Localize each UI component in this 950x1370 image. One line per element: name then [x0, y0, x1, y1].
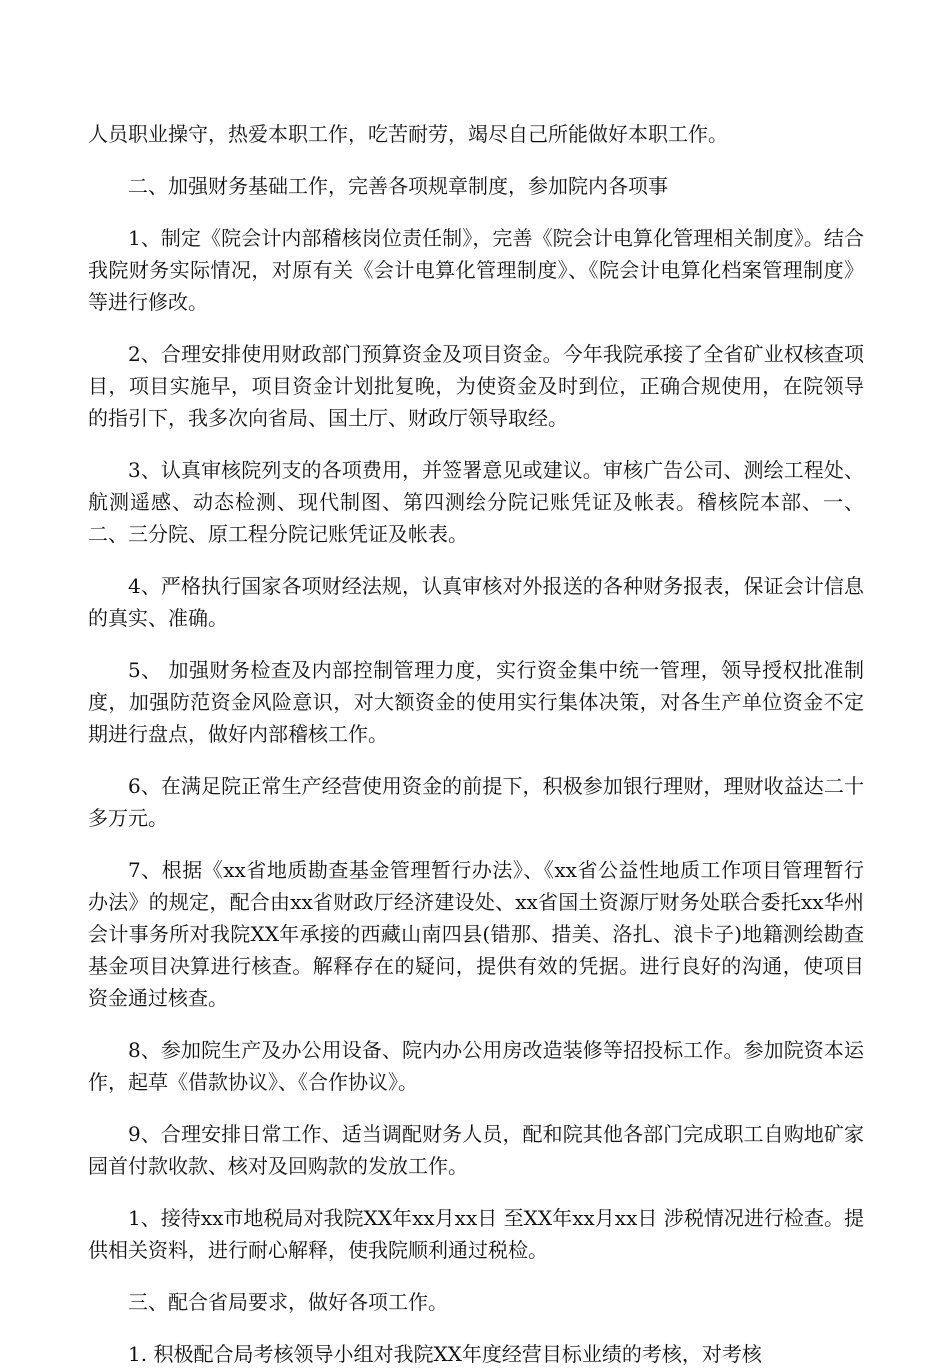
paragraph-item-6: 6、在满足院正常生产经营使用资金的前提下，积极参加银行理财，理财收益达二十多万元。: [88, 774, 864, 830]
paragraph-item-2: 2、合理安排使用财政部门预算资金及项目资金。今年我院承接了全省矿业权核查项目，项目实施早，项目资金计划批复晚，为使资金及时到位，正确合规使用，在院领导的指引下，我多次向省局、国土厅、财政厅领导取经。: [88, 342, 864, 430]
paragraph-item-9: 9、合理安排日常工作、适当调配财务人员，配和院其他各部门完成职工自购地矿家园首付款收款、核对及回购款的发放工作。: [88, 1122, 864, 1178]
paragraph-item-8: 8、参加院生产及办公用设备、院内办公用房改造装修等招投标工作。参加院资本运作，起草《借款协议》、《合作协议》。: [88, 1038, 864, 1094]
paragraph-section3-item-1: 1. 积极配合局考核领导小组对我院XX年度经营目标业绩的考核，对考核: [128, 1342, 762, 1366]
paragraph-item-1: 1、制定《院会计内部稽核岗位责任制》，完善《院会计电算化管理相关制度》。结合我院财务实际情况，对原有关《会计电算化管理制度》、《院会计电算化档案管理制度》等进行修改。: [88, 226, 864, 314]
paragraph-item-7: 7、根据《xx省地质勘查基金管理暂行办法》、《xx省公益性地质工作项目管理暂行办法》的规定，配合由xx省财政厅经济建设处、xx省国土资源厅财务处联合委托xx华州会计事务所对我院XX年承接的西藏山南四县(错那、措美、洛扎、浪卡子)地籍测绘勘查基金项目决算进行核查。解释存在的疑问，提供有效的凭据。进行良好的沟通，使项目资金通过核查。: [88, 858, 864, 1010]
paragraph-item-4: 4、严格执行国家各项财经法规，认真审核对外报送的各种财务报表，保证会计信息的真实、准确。: [88, 574, 864, 630]
paragraph-item-5: 5、 加强财务检查及内部控制管理力度，实行资金集中统一管理，领导授权批准制度，加强防范资金风险意识，对大额资金的使用实行集体决策，对各生产单位资金不定期进行盘点，做好内部稽核工作。: [88, 658, 864, 746]
paragraph-tax-item-1: 1、接待xx市地税局对我院XX年xx月xx日 至XX年xx月xx日 涉税情况进行检查。提供相关资料，进行耐心解释，使我院顺利通过税检。: [88, 1206, 864, 1262]
section-heading-2: 二、加强财务基础工作，完善各项规章制度，参加院内各项事: [128, 174, 668, 198]
paragraph-item-3: 3、认真审核院列支的各项费用，并签署意见或建议。审核广告公司、测绘工程处、航测遥感、动态检测、现代制图、第四测绘分院记账凭证及帐表。稽核院本部、一、二、三分院、原工程分院记账凭证及帐表。: [88, 458, 864, 546]
section-heading-3: 三、配合省局要求，做好各项工作。: [128, 1290, 448, 1314]
document-page: [88, 118, 864, 1370]
paragraph-1: 人员职业操守，热爱本职工作，吃苦耐劳，竭尽自己所能做好本职工作。: [88, 122, 728, 146]
